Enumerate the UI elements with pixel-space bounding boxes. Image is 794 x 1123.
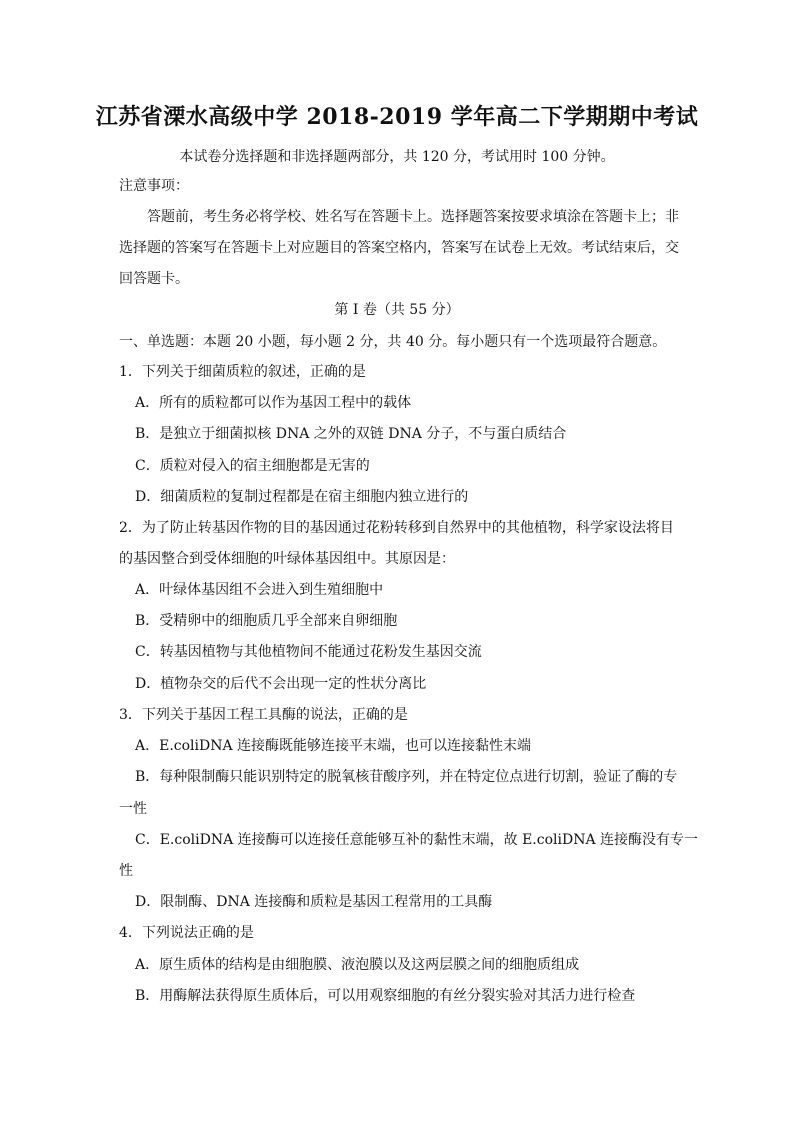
question-stem: 3．下列关于基因工程工具酶的说法，正确的是 [119, 707, 408, 723]
option-b: B．是独立于细菌拟核 DNA 之外的双链 DNA 分子，不与蛋白质结合 [135, 426, 567, 442]
question-stem: 2．为了防止转基因作物的目的基因通过花粉转移到自然界中的其他植物，科学家设法将目 [119, 520, 674, 536]
option-a: A．叶绿体基因组不会进入到生殖细胞中 [135, 582, 384, 598]
option-b: B．每种限制酶只能识别特定的脱氧核苷酸序列，并在特定位点进行切割，验证了酶的专 [135, 769, 678, 785]
option-d: D．植物杂交的后代不会出现一定的性状分离比 [135, 676, 427, 692]
question-stem: 1．下列关于细菌质粒的叙述，正确的是 [119, 364, 366, 380]
option-a: A．原生质体的结构是由细胞膜、液泡膜以及这两层膜之间的细胞质组成 [135, 957, 580, 973]
section-title: 第 I 卷（共 55 分） [334, 302, 460, 318]
section-instructions: 一、单选题：本题 20 小题，每小题 2 分，共 40 分。每小题只有一个选项最符合题意。 [119, 334, 667, 350]
option-a: A．E.coliDNA 连接酶既能够连接平末端，也可以连接黏性末端 [135, 738, 532, 754]
option-c-continued: 性 [119, 863, 133, 879]
option-b: B．用酶解法获得原生质体后，可以用观察细胞的有丝分裂实验对其活力进行检查 [135, 988, 636, 1004]
exam-subtitle: 本试卷分选择题和非选择题两部分，共 120 分，考试用时 100 分钟。 [179, 149, 615, 165]
option-b: B．受精卵中的细胞质几乎全部来自卵细胞 [135, 613, 398, 629]
option-d: D．限制酶、DNA 连接酶和质粒是基因工程常用的工具酶 [135, 894, 493, 910]
notice-line: 选择题的答案写在答题卡上对应题目的答案空格内，答案写在试卷上无效。考试结束后，交 [119, 240, 679, 256]
notice-heading: 注意事项： [119, 178, 189, 194]
notice-line: 回答题卡。 [119, 271, 189, 287]
option-b-continued: 一性 [119, 801, 147, 817]
page-title: 江苏省溧水高级中学 2018-2019 学年高二下学期期中考试 [95, 104, 699, 130]
option-c: C．质粒对侵入的宿主细胞都是无害的 [135, 458, 370, 474]
question-stem: 4．下列说法正确的是 [119, 925, 254, 941]
question-stem: 的基因整合到受体细胞的叶绿体基因组中。其原因是： [119, 551, 455, 567]
notice-line: 答题前，考生务必将学校、姓名写在答题卡上。选择题答案按要求填涂在答题卡上；非 [147, 209, 679, 225]
option-c: C．转基因植物与其他植物间不能通过花粉发生基因交流 [135, 644, 482, 660]
option-d: D．细菌质粒的复制过程都是在宿主细胞内独立进行的 [135, 489, 469, 505]
option-a: A．所有的质粒都可以作为基因工程中的载体 [135, 395, 412, 411]
option-c: C．E.coliDNA 连接酶可以连接任意能够互补的黏性末端，故 E.coliDNA 连接酶没有专一 [135, 832, 699, 848]
